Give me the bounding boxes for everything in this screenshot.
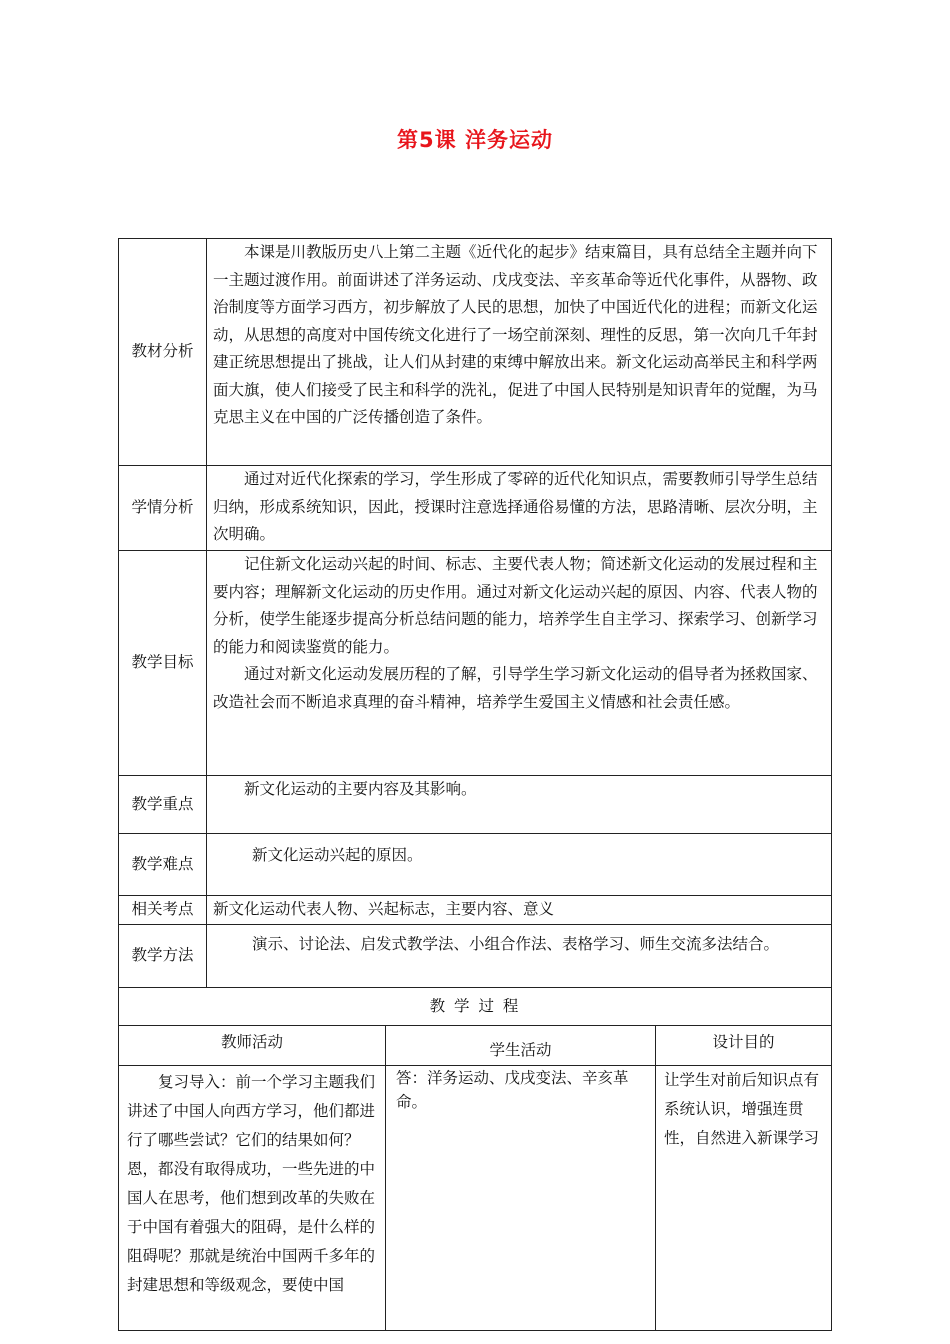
text-zhongdian: 新文化运动的主要内容及其影响。 bbox=[244, 780, 477, 798]
label-zhongdian: 教学重点 bbox=[119, 776, 207, 834]
text-nandian: 新文化运动兴起的原因。 bbox=[252, 846, 423, 864]
label-jiaocai: 教材分析 bbox=[119, 239, 207, 466]
cell-nandian bbox=[207, 834, 832, 896]
row-jiaocai bbox=[119, 239, 832, 466]
cell-mubiao bbox=[207, 551, 832, 776]
process-header: 教 学 过 程 bbox=[119, 988, 832, 1026]
process-table bbox=[118, 1025, 832, 1331]
row-xueqing bbox=[119, 466, 832, 551]
cell-xueqing bbox=[207, 466, 832, 551]
text-mubiao-2: 通过对新文化运动发展历程的了解，引导学生学习新文化运动的倡导者为拯救国家、改造社会而不断追求真理的奋斗精神，培养学生爱国主义情感和社会责任感。 bbox=[213, 665, 818, 711]
label-mubiao: 教学目标 bbox=[119, 551, 207, 776]
row-fangfa bbox=[119, 925, 832, 988]
label-nandian: 教学难点 bbox=[119, 834, 207, 896]
text-jiaocai: 本课是川教版历史八上第二主题《近代化的起步》结束篇目，具有总结全主题并向下一主题过渡作用。前面讲述了洋务运动、戊戌变法、辛亥革命等近代化事件，从器物、政治制度等方面学习西方，初步解放了人民的思想，加快了中国近代化的进程；而新文化运动，从思想的高度对中国传统文化进行了一场空前深刻、理性的反思，第一次向几千年封建正统思想提出了挑战，让人们从封建的束缚中解放出来。新文化运动高举民主和科学两面大旗，使人们接受了民主和科学的洗礼，促进了中国人民特别是知识青年的觉醒，为马克思主义在中国的广泛传播创造了条件。 bbox=[213, 243, 818, 426]
lesson-plan-table bbox=[118, 238, 832, 1026]
purpose-cell bbox=[656, 1066, 832, 1331]
col-teacher-header: 教师活动 bbox=[119, 1026, 386, 1066]
purpose-text: 让学生对前后知识点有系统认识，增强连贯性，自然进入新课学习 bbox=[664, 1071, 820, 1147]
label-kaodian: 相关考点 bbox=[119, 896, 207, 925]
page-title: 第5课 洋务运动 bbox=[397, 128, 553, 152]
cell-fangfa bbox=[207, 925, 832, 988]
label-fangfa: 教学方法 bbox=[119, 925, 207, 988]
text-kaodian: 新文化运动代表人物、兴起标志，主要内容、意义 bbox=[213, 900, 555, 918]
process-row bbox=[119, 1066, 832, 1331]
col-student-header: 学生活动 bbox=[386, 1026, 656, 1066]
cell-zhongdian bbox=[207, 776, 832, 834]
student-activity-text: 答：洋务运动、戊戌变法、辛亥革命。 bbox=[396, 1069, 629, 1111]
student-activity-cell bbox=[386, 1066, 656, 1331]
label-xueqing: 学情分析 bbox=[119, 466, 207, 551]
cell-kaodian bbox=[207, 896, 832, 925]
text-mubiao-1: 记住新文化运动兴起的时间、标志、主要代表人物；简述新文化运动的发展过程和主要内容；理解新文化运动的历史作用。通过对新文化运动兴起的原因、内容、代表人物的分析，使学生能逐步提高分析总结问题的能力，培养学生自主学习、探索学习、创新学习的能力和阅读鉴赏的能力。 bbox=[213, 555, 818, 656]
text-fangfa: 演示、讨论法、启发式教学法、小组合作法、表格学习、师生交流多法结合。 bbox=[252, 935, 780, 953]
cell-jiaocai bbox=[207, 239, 832, 466]
col-purpose-header: 设计目的 bbox=[656, 1026, 832, 1066]
row-nandian bbox=[119, 834, 832, 896]
process-column-headers bbox=[119, 1026, 832, 1066]
row-kaodian bbox=[119, 896, 832, 925]
text-xueqing: 通过对近代化探索的学习，学生形成了零碎的近代化知识点，需要教师引导学生总结归纳，形成系统知识，因此，授课时注意选择通俗易懂的方法，思路清晰、层次分明，主次明确。 bbox=[213, 470, 818, 543]
row-mubiao bbox=[119, 551, 832, 776]
row-zhongdian bbox=[119, 776, 832, 834]
teacher-activity-text: 复习导入：前一个学习主题我们讲述了中国人向西方学习，他们都进行了哪些尝试？它们的结果如何？ 恩，都没有取得成功，一些先进的中国人在思考，他们想到改革的失败在于中国有着强大的阻碍，是什么样的阻碍呢？那就是统治中国两千多年的封建思想和等级观念，要使中国 bbox=[127, 1073, 376, 1294]
teacher-activity-cell bbox=[119, 1066, 386, 1331]
row-process-header bbox=[119, 988, 832, 1026]
